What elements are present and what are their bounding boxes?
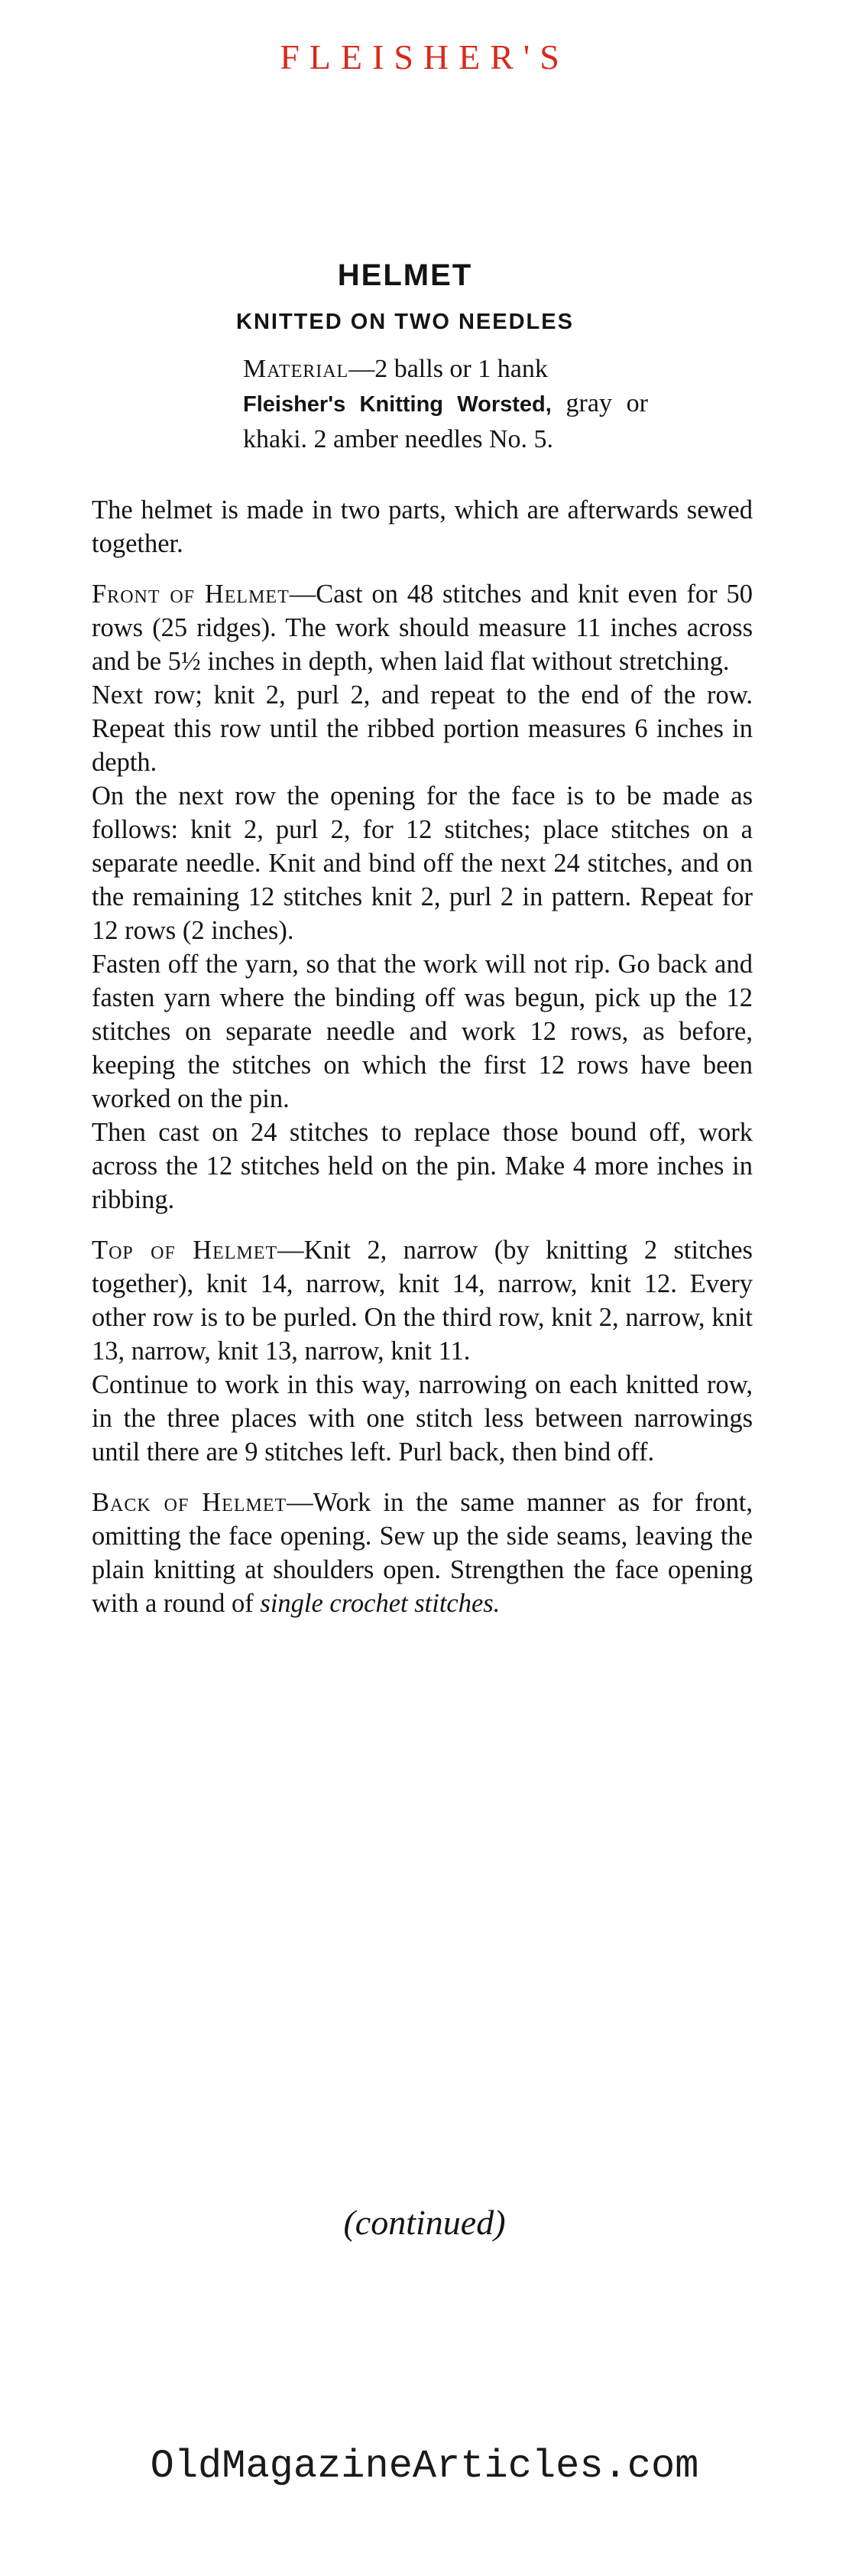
material-label: Material [243,355,349,383]
product-name: Fleisher's Knitting Worsted, [243,392,552,417]
article-title: HELMET [337,258,473,292]
back-label: Back of Helmet [92,1488,287,1517]
source-footer: OldMagazineArticles.com [150,2444,699,2489]
front-paragraph-2: Next row; knit 2, purl 2, and repeat to the end of the row. Repeat this row until the ribbed portion measures 6 inches in depth. [92,681,753,777]
material-text-before: —2 balls or 1 hank [348,355,548,383]
top-label: Top of Helmet [92,1236,278,1265]
front-paragraph-3: On the next row the opening for the face is to be made as follows: knit 2, purl 2, for 12 stitches; place stitches on a separate needle. Knit and bind off the next 24 stitches, and on the remaining 12 stitches knit 2, purl 2 in pattern. Repeat for 12 rows (2 inches). [92,781,753,945]
intro-paragraph: The helmet is made in two parts, which are afterwards sewed together. [92,495,753,558]
front-paragraph-1: Front of Helmet—Cast on 48 stitches and knit even for 50 rows (25 ridges). The work should measure 11 inches across and be 5½ inches in depth, when laid flat without stretching. [92,580,753,676]
brand-header: FLEISHER'S [280,37,569,76]
front-paragraph-4: Fasten off the yarn, so that the work will not rip. Go back and fasten yarn where the binding off was begun, pick up the 12 stitches on separate needle and work 12 rows, as before, keeping the stitches on which the first 12 rows have been worked on the pin. [92,950,753,1113]
crochet-italic: single crochet stitches. [260,1589,501,1618]
continued-note: (continued) [343,2203,506,2242]
top-paragraph-1: Top of Helmet—Knit 2, narrow (by knitting 2 stitches together), knit 14, narrow, knit 14, narrow, knit 12. Every other row is to be purled. On the third row, knit 2, narrow, knit 13, narrow, knit 13, narrow, knit 11. [92,1236,753,1366]
top-paragraph-2: Continue to work in this way, narrowing on each knitted row, in the three places with one stitch less between narrowings until there are 9 stitches left. Purl back, then bind off. [92,1370,753,1467]
article-subtitle: KNITTED ON TWO NEEDLES [236,310,574,334]
back-paragraph: Back of Helmet—Work in the same manner as for front, omitting the face opening. Sew up the side seams, leaving the plain knitting at shoulders open. Strengthen the face opening with a round of single crochet stitches. [92,1488,753,1618]
front-paragraph-5: Then cast on 24 stitches to replace those bound off, work across the 12 stitches held on the pin. Make 4 more inches in ribbing. [92,1118,753,1214]
front-label: Front of Helmet [92,580,290,609]
material-text-after: gray or khaki. 2 amber needles No. 5. [243,389,648,453]
material-note [243,352,648,456]
article-body [92,493,753,1620]
